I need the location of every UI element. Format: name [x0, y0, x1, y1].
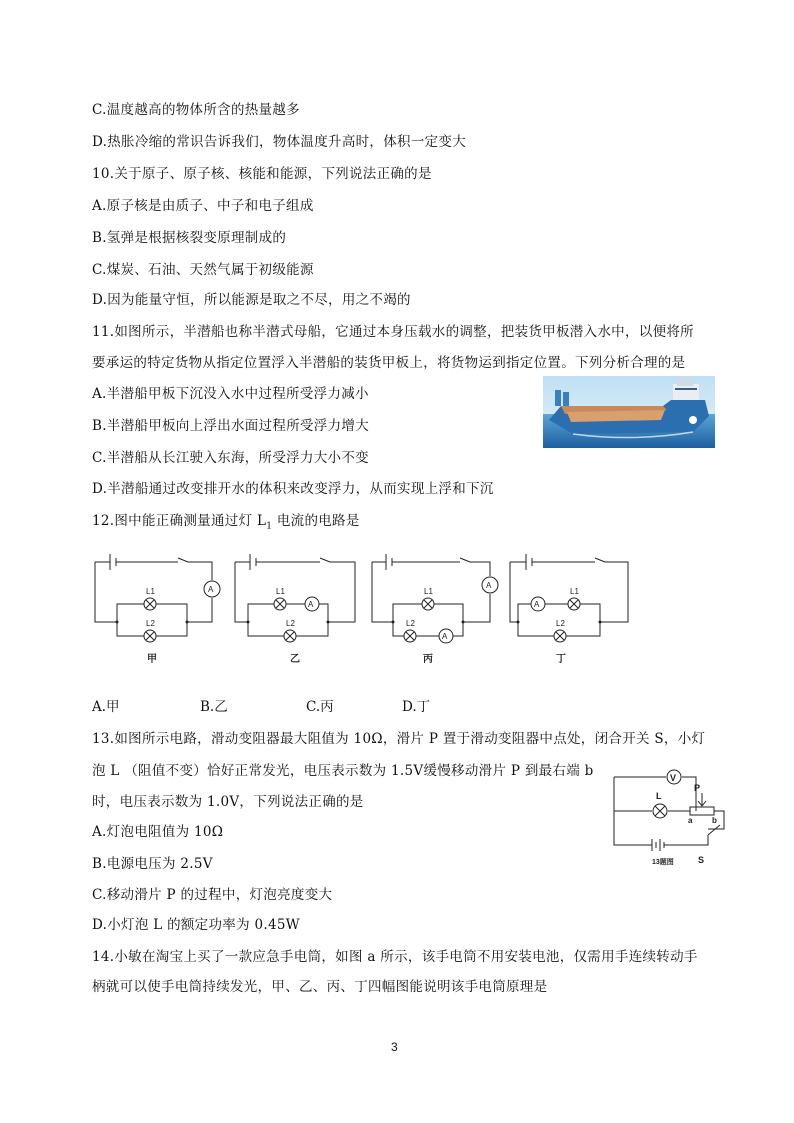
q12-circuit-diagrams: [90, 544, 640, 670]
svg-text:V: V: [670, 773, 677, 783]
q11-option-b: B.半潜船甲板向上浮出水面过程所受浮力增大: [92, 418, 370, 434]
q12-stem: 12.图中能正确测量通过灯 $L_1$ 电流的电路是: [92, 513, 360, 532]
caption-ding: 丁: [556, 654, 566, 665]
q12-option-a: A.甲: [92, 699, 120, 715]
circuit-yi: [235, 554, 355, 642]
svg-text:13题图: 13题图: [652, 859, 674, 866]
circuit-ding: [510, 554, 628, 642]
svg-text:S: S: [698, 855, 705, 865]
q10-option-a: A.原子核是由质子、中子和电子组成: [92, 198, 314, 214]
q11-option-d: D.半潜船通过改变排开水的体积来改变浮力，从而实现上浮和下沉: [92, 481, 494, 497]
q12-option-d: D.丁: [402, 699, 431, 715]
circuit-jia: [95, 554, 220, 642]
svg-text:P: P: [694, 783, 701, 793]
svg-text:L1: L1: [276, 587, 285, 596]
q9-option-d: D.热胀冷缩的常识告诉我们，物体温度升高时，体积一定变大: [92, 134, 467, 150]
q11-stem-line1: 11.如图所示，半潜船也称半潜式母船，它通过本身压载水的调整，把装货甲板潜入水中，以便将所: [92, 324, 694, 340]
q10-stem: 10.关于原子、原子核、核能和能源，下列说法正确的是: [92, 166, 432, 182]
q13-option-b: B.电源电压为 2.5V: [92, 856, 213, 872]
circuit-bing: [372, 554, 498, 643]
q10-option-c: C.煤炭、石油、天然气属于初级能源: [92, 262, 314, 278]
q10-option-d: D.因为能量守恒，所以能源是取之不尽，用之不竭的: [92, 292, 411, 308]
svg-text:A: A: [308, 600, 314, 609]
page-number: 3: [391, 1040, 398, 1054]
q13-stem-line2: 泡 L （阻值不变）恰好正常发光，电压表示数为 1.5V缓慢移动滑片 P 到最右端 b: [92, 763, 594, 779]
svg-text:L2: L2: [286, 619, 295, 628]
q13-option-c: C.移动滑片 P 的过程中，灯泡亮度变大: [92, 887, 333, 903]
q13-option-a: A.灯泡电阻值为 10Ω: [92, 824, 224, 840]
q10-option-b: B.氢弹是根据核裂变原理制成的: [92, 230, 287, 246]
q13-circuit-figure: [608, 765, 728, 875]
svg-text:L2: L2: [556, 619, 565, 628]
q12-option-b: B.乙: [200, 699, 228, 715]
svg-text:A: A: [486, 581, 492, 590]
svg-text:L: L: [656, 791, 662, 801]
q12-option-c: C.丙: [306, 699, 334, 715]
svg-text:b: b: [712, 816, 717, 825]
caption-bing: 丙: [423, 654, 433, 665]
svg-text:A: A: [442, 632, 448, 641]
q11-option-c: C.半潜船从长江驶入东海，所受浮力大小不变: [92, 450, 369, 466]
q9-option-c: C.温度越高的物体所含的热量越多: [92, 102, 300, 118]
svg-text:A: A: [534, 600, 540, 609]
svg-text:L1: L1: [424, 587, 433, 596]
svg-text:L1: L1: [146, 587, 155, 596]
q11-stem-line2: 要承运的特定货物从指定位置浮入半潜船的装货甲板上，将货物运到指定位置。下列分析合理的是: [92, 355, 686, 371]
svg-text:a: a: [688, 816, 693, 825]
svg-text:L2: L2: [146, 619, 155, 628]
q13-option-d: D.小灯泡 L 的额定功率为 0.45W: [92, 917, 300, 933]
q14-stem-line1: 14.小敏在淘宝上买了一款应急手电筒，如图 a 所示，该手电筒不用安装电池，仅需用手连续转动手: [92, 949, 698, 965]
caption-jia: 甲: [147, 654, 157, 665]
q13-stem-line3: 时，电压表示数为 1.0V，下列说法正确的是: [92, 794, 364, 810]
q13-stem-line1: 13.如图所示电路，滑动变阻器最大阻值为 10Ω，滑片 P 置于滑动变阻器中点处，闭合开关 S，小灯: [92, 731, 706, 747]
caption-yi: 乙: [290, 654, 300, 665]
q11-option-a: A.半潜船甲板下沉没入水中过程所受浮力减小: [92, 386, 369, 402]
q14-stem-line2: 柄就可以使手电筒持续发光，甲、乙、丙、丁四幅图能说明该手电筒原理是: [92, 979, 548, 995]
svg-text:L1: L1: [570, 587, 579, 596]
semi-submersible-ship-image: [543, 376, 715, 448]
svg-text:L2: L2: [406, 619, 415, 628]
svg-text:A: A: [208, 585, 214, 594]
